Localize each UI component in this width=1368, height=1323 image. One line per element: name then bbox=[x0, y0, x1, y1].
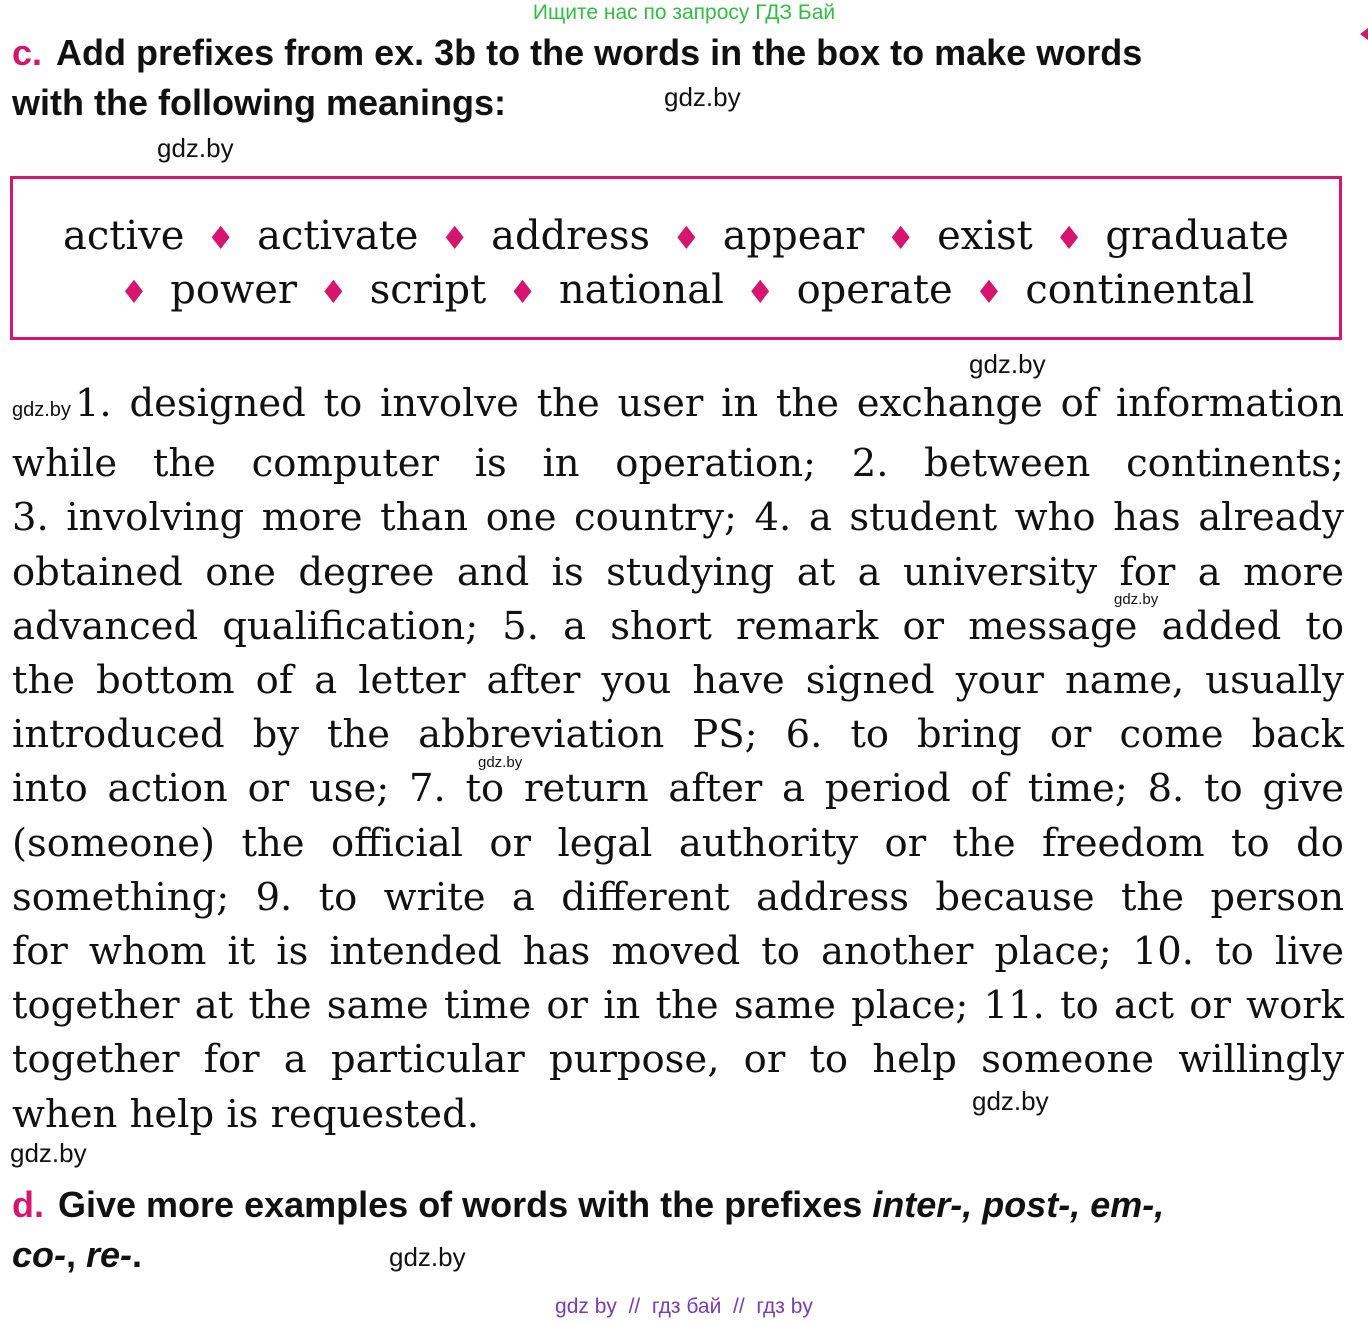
watermark: gdz.by bbox=[12, 399, 71, 421]
meanings-line: introduced by the abbreviation PS; 6. to bring or come back bbox=[12, 712, 1344, 758]
exercise-d-prefix-co: co- bbox=[12, 1234, 66, 1275]
exercise-d-letter: d. bbox=[12, 1184, 44, 1225]
exercise-c-heading bbox=[12, 28, 1142, 78]
meanings-line-text: 1. designed to involve the user in the exchange of information bbox=[74, 381, 1344, 426]
meanings-line: together at the same time or in the same place; 11. to act or work bbox=[12, 983, 1344, 1029]
meanings-line: obtained one degree and is studying at a university for a more bbox=[12, 549, 1344, 595]
meanings-line: into action or use; 7. to return after a period of time; 8. to give bbox=[12, 766, 1344, 812]
word-box-item: continental bbox=[1025, 267, 1255, 313]
meanings-line: advanced qualification; 5. a short remark or message added to bbox=[12, 603, 1344, 649]
exercise-d-period: . bbox=[132, 1234, 143, 1275]
diamond-icon: ♦ bbox=[1054, 219, 1084, 257]
meanings-line: (someone) the official or legal authority or the freedom to do bbox=[12, 820, 1344, 866]
exercise-d-heading-line2 bbox=[12, 1230, 142, 1280]
meanings-paragraph bbox=[12, 377, 1344, 1142]
exercise-d-separator: , bbox=[66, 1234, 87, 1275]
meanings-line bbox=[12, 377, 1344, 437]
watermark: gdz.by bbox=[972, 1086, 1049, 1116]
word-box-item: power bbox=[170, 267, 298, 313]
word-box-item: address bbox=[491, 213, 651, 259]
watermark: gdz.by bbox=[10, 1138, 87, 1168]
watermark: gdz.by bbox=[1114, 591, 1159, 608]
diamond-icon: ♦ bbox=[319, 273, 348, 311]
diamond-icon: ♦ bbox=[672, 219, 701, 257]
diamond-icon: ♦ bbox=[119, 273, 149, 311]
word-box-item: active bbox=[63, 213, 185, 259]
word-box-item: graduate bbox=[1105, 213, 1289, 259]
word-box-item: exist bbox=[937, 213, 1033, 259]
word-box bbox=[10, 176, 1342, 340]
footer bbox=[0, 1294, 1368, 1320]
meanings-line: when help is requested. bbox=[12, 1091, 479, 1137]
exercise-d-prefixes: inter-, post-, em-, bbox=[872, 1184, 1165, 1225]
watermark: gdz.by bbox=[664, 82, 741, 112]
top-banner: Ищите нас по запросу ГДЗ Бай bbox=[532, 1, 836, 24]
meanings-line: while the computer is in operation; 2. between continents; bbox=[12, 441, 1344, 487]
word-box-item: national bbox=[558, 267, 724, 313]
word-box-item: operate bbox=[796, 267, 953, 313]
meanings-line: something; 9. to write a different address because the person bbox=[12, 874, 1344, 920]
watermark: gdz.by bbox=[969, 349, 1046, 379]
diamond-icon: ♦ bbox=[745, 273, 775, 311]
diamond-icon: ♦ bbox=[440, 219, 470, 257]
word-box-row-2 bbox=[13, 266, 1339, 316]
diamond-icon: ♦ bbox=[974, 273, 1004, 311]
exercise-c-line1: Add prefixes from ex. 3b to the words in the box to make words bbox=[56, 32, 1143, 73]
word-box-item: activate bbox=[257, 213, 419, 259]
watermark: gdz.by bbox=[478, 754, 523, 771]
word-box-item: appear bbox=[722, 213, 865, 259]
meanings-line: together for a particular purpose, or to help someone willingly bbox=[12, 1037, 1344, 1083]
watermark: gdz.by bbox=[157, 133, 234, 163]
diamond-icon: ♦ bbox=[206, 219, 236, 257]
exercise-d-prefix-re: re- bbox=[86, 1234, 133, 1275]
diamond-icon: ♦ bbox=[886, 219, 916, 257]
meanings-line: for whom it is intended has moved to another place; 10. to live bbox=[12, 929, 1344, 975]
exercise-c-letter: c. bbox=[12, 32, 43, 73]
exercise-c-heading-line2: with the following meanings: bbox=[12, 82, 506, 123]
meanings-line: 3. involving more than one country; 4. a student who has already bbox=[12, 495, 1344, 541]
word-box-row-1 bbox=[13, 212, 1339, 262]
watermark: gdz.by bbox=[389, 1242, 466, 1272]
exercise-d-heading bbox=[12, 1180, 1164, 1230]
word-box-item: script bbox=[369, 267, 487, 313]
edge-marker bbox=[1360, 28, 1368, 40]
footer-text: gdz by // гдз бай // гдз by bbox=[555, 1295, 813, 1318]
exercise-d-text: Give more examples of words with the prefixes bbox=[58, 1184, 873, 1225]
meanings-line: the bottom of a letter after you have signed your name, usually bbox=[12, 658, 1344, 704]
diamond-icon: ♦ bbox=[508, 273, 537, 311]
